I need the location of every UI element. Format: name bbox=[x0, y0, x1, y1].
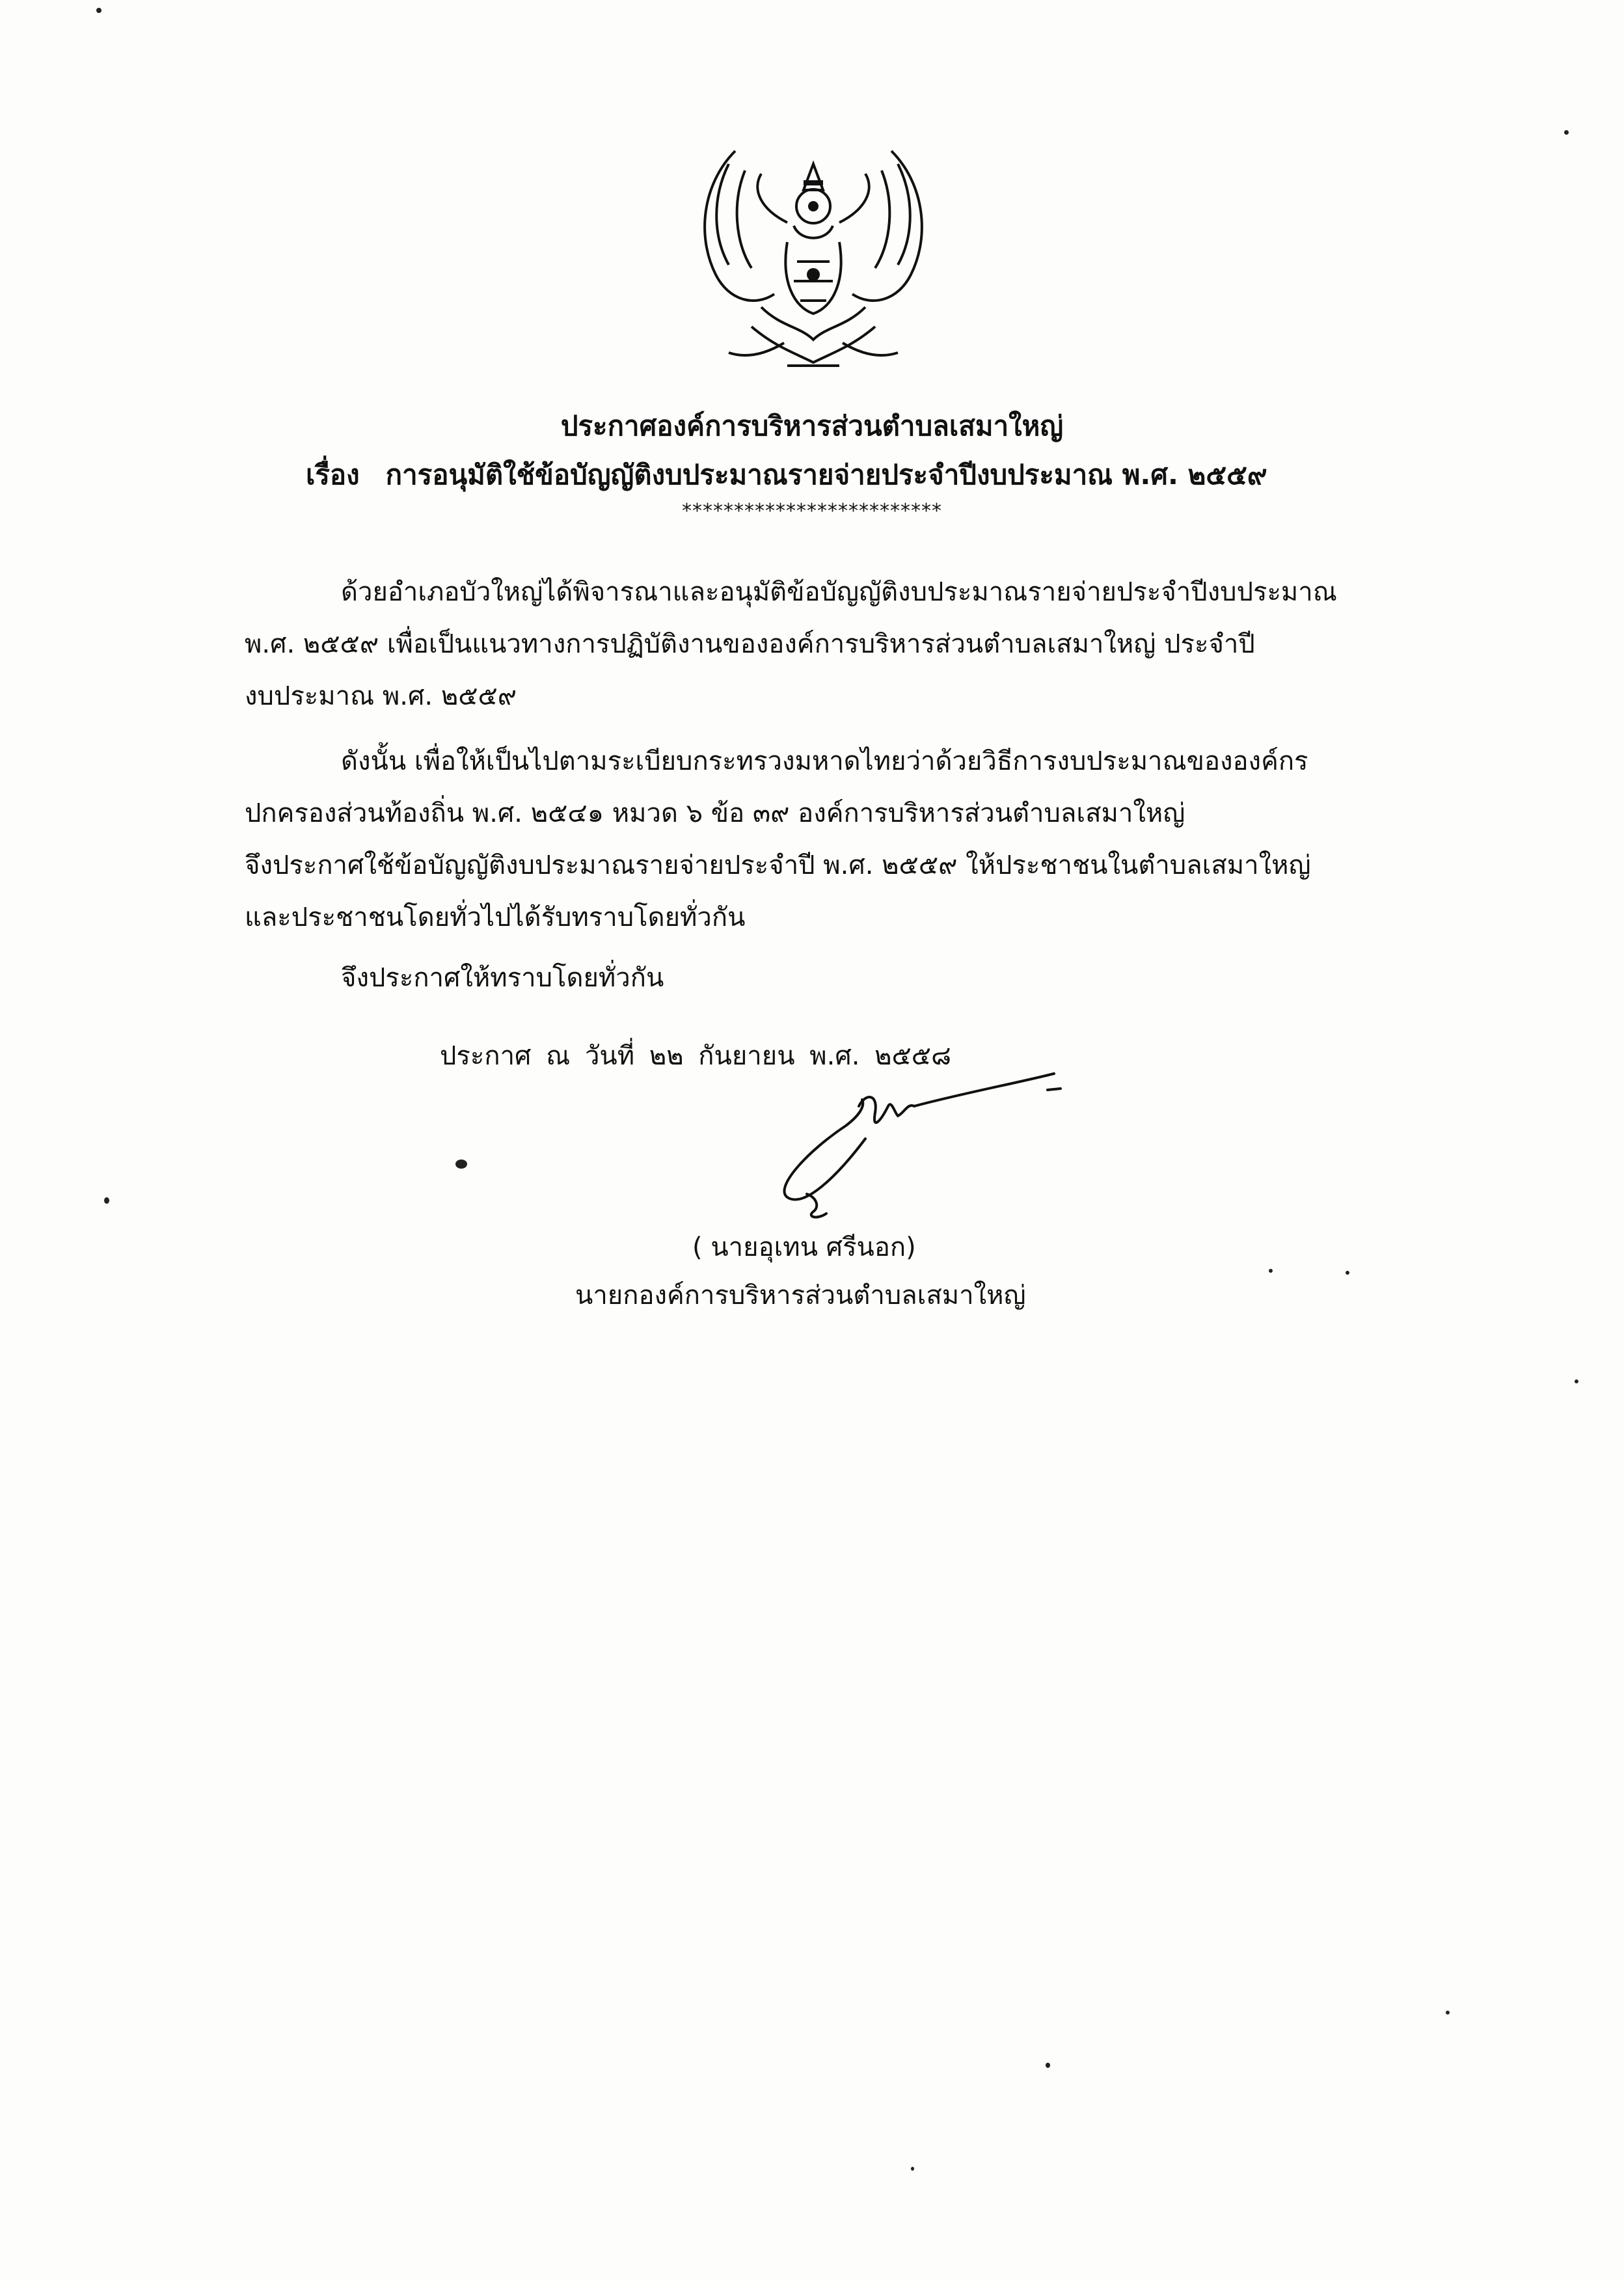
paragraph-2-line: จึงประกาศใช้ข้อบัญญัติงบประมาณรายจ่ายประจำปี พ.ศ. ๒๕๕๙ ให้ประชาชนในตำบลเสมาใหญ่ bbox=[245, 850, 1311, 880]
scan-speck bbox=[1046, 2063, 1050, 2068]
closing-statement: จึงประกาศให้ทราบโดยทั่วกัน bbox=[341, 963, 664, 993]
scan-speck bbox=[1575, 1379, 1578, 1383]
scan-speck bbox=[1346, 1271, 1349, 1275]
paragraph-2-line: ปกครองส่วนท้องถิ่น พ.ศ. ๒๕๔๑ หมวด ๖ ข้อ ๓๙ องค์การบริหารส่วนตำบลเสมาใหญ่ bbox=[245, 798, 1185, 828]
announcement-date: ประกาศ ณ วันที่ ๒๒ กันยายน พ.ศ. ๒๕๕๘ bbox=[440, 1041, 951, 1071]
paragraph-2-line: และประชาชนโดยทั่วไปได้รับทราบโดยทั่วกัน bbox=[245, 903, 746, 932]
paragraph-1-line: ด้วยอำเภอบัวใหญ่ได้พิจารณาและอนุมัติข้อบัญญัติงบประมาณรายจ่ายประจำปีงบประมาณ bbox=[341, 577, 1337, 607]
signature-icon bbox=[768, 1067, 1067, 1223]
paragraph-1 bbox=[245, 566, 1383, 722]
scan-speck bbox=[1446, 2011, 1450, 2015]
scan-speck bbox=[1564, 130, 1569, 135]
scan-speck bbox=[455, 1160, 467, 1169]
paragraph-1-line: พ.ศ. ๒๕๕๙ เพื่อเป็นแนวทางการปฏิบัติงานขององค์การบริหารส่วนตำบลเสมาใหญ่ ประจำปี bbox=[245, 629, 1255, 659]
garuda-emblem-icon bbox=[690, 144, 937, 385]
signer-name: ( นายอุเทน ศรีนอก) bbox=[692, 1232, 916, 1262]
announcement-title: ประกาศองค์การบริหารส่วนตำบลเสมาใหญ่ bbox=[560, 410, 1064, 442]
subject-text: การอนุมัติใช้ข้อบัญญัติงบประมาณรายจ่ายประจำปีงบประมาณ พ.ศ. ๒๕๕๙ bbox=[385, 459, 1267, 491]
scan-speck bbox=[96, 8, 102, 13]
paragraph-2 bbox=[245, 735, 1383, 943]
announcement-subject bbox=[306, 454, 1267, 496]
title-separator: ************************* bbox=[682, 500, 942, 522]
paragraph-2-line: ดังนั้น เพื่อให้เป็นไปตามระเบียบกระทรวงมหาดไทยว่าด้วยวิธีการงบประมาณขององค์กร bbox=[341, 746, 1308, 776]
signer-position: นายกองค์การบริหารส่วนตำบลเสมาใหญ่ bbox=[575, 1281, 1026, 1310]
scan-speck bbox=[1269, 1269, 1273, 1273]
paragraph-1-line: งบประมาณ พ.ศ. ๒๕๕๙ bbox=[245, 681, 517, 711]
subject-label: เรื่อง bbox=[306, 459, 360, 491]
scan-speck bbox=[911, 2167, 914, 2171]
scan-speck bbox=[104, 1197, 109, 1204]
